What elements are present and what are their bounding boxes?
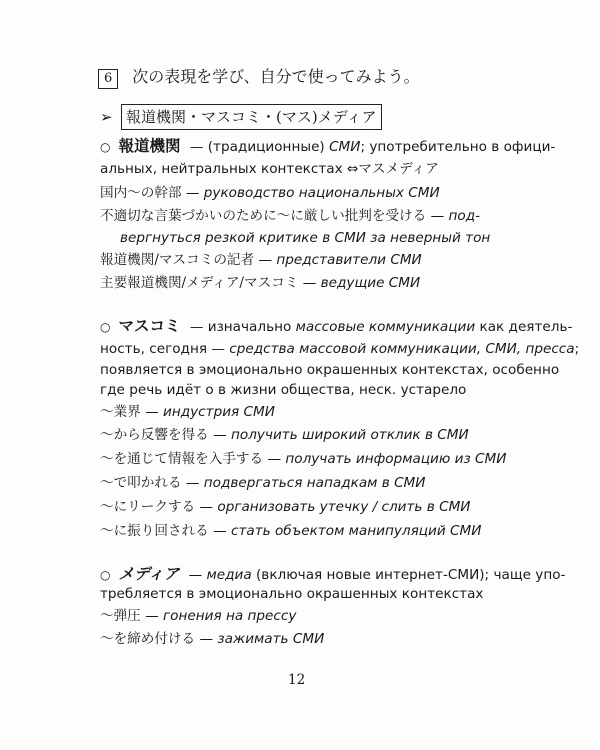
example-ru: — зажимать СМИ — [195, 631, 325, 647]
example-ru: — получить широкий отклик в СМИ — [208, 427, 469, 443]
entry-text: СМИ — [329, 139, 361, 155]
entry-masukomi-headword: マスコミ — [118, 316, 181, 335]
example-ru: — руководство национальных СМИ — [181, 185, 440, 201]
example-line — [100, 630, 600, 648]
example-jp: ～にリークする — [100, 499, 196, 515]
example-ru: — индустрия СМИ — [140, 404, 275, 420]
entry-media-headword: メディア — [118, 564, 180, 583]
example-jp: ～から反響を得る — [100, 427, 209, 443]
example-ru: — подвергаться нападкам в СМИ — [181, 475, 426, 491]
entry-text: как деятель- — [475, 319, 573, 335]
example-line — [100, 522, 600, 540]
example-jp: ～で叩かれる — [100, 475, 182, 491]
entry-text: средства массовой коммуникации, СМИ, пресса — [229, 341, 575, 357]
example-ru: — получать информацию из СМИ — [263, 451, 507, 467]
entry-text: появляется в эмоционально окрашенных контекстах, особенно — [100, 362, 560, 378]
example-jp: 不適切な言葉づかいのために～に厳しい批判を受ける — [100, 208, 427, 224]
example-line — [100, 207, 600, 225]
example-jp: ～に振り回される — [100, 523, 209, 539]
entry-text: ; употребительно в офици- — [360, 139, 556, 155]
example-line — [100, 450, 600, 468]
entry-houdou-headword: 報道機関 — [118, 136, 181, 155]
section-title: 報道機関・マスコミ・(マス)メディア — [121, 104, 382, 130]
bullet-icon: ○ — [100, 320, 111, 334]
page-number: 12 — [288, 672, 306, 688]
entry-text: требляется в эмоционально окрашенных контекстах — [100, 586, 484, 602]
entry-masukomi-line-1 — [100, 317, 600, 336]
bullet-icon: ○ — [100, 140, 111, 154]
example-ru: — ведущие СМИ — [298, 275, 421, 291]
example-jp: ～業界 — [100, 404, 141, 420]
example-jp: 主要報道機関/メディア/マスコミ — [100, 275, 299, 291]
example-line — [100, 403, 600, 421]
example-line-continuation — [120, 229, 600, 247]
entry-text: — — [184, 567, 207, 583]
example-ru: — гонения на прессу — [140, 608, 297, 624]
example-jp: 国内～の幹部 — [100, 185, 182, 201]
example-ru: — организовать утечку / слить в СМИ — [195, 499, 471, 515]
example-line — [100, 607, 600, 625]
example-line — [100, 251, 600, 269]
exercise-instruction: 次の表現を学び、自分で使ってみよう。 — [132, 67, 420, 86]
entry-text: ность, сегодня — — [100, 341, 230, 357]
example-ru: — представители СМИ — [254, 252, 422, 268]
bullet-icon: ○ — [100, 568, 111, 582]
example-ru: вергнуться резкой критике в СМИ за неверный тон — [120, 230, 491, 246]
entry-text: — изначально — [185, 319, 296, 335]
example-jp: 報道機関/マスコミの記者 — [100, 252, 255, 268]
entry-masukomi-line-4 — [100, 381, 600, 399]
entry-text: массовые коммуникации — [295, 319, 476, 335]
entry-media-line-1 — [100, 565, 600, 584]
example-ru: — под- — [426, 208, 480, 224]
example-jp: ～を締め付ける — [100, 631, 196, 647]
example-jp: ～を通じて情報を入手する — [100, 451, 264, 467]
entry-houdou-line-2 — [100, 160, 600, 178]
entry-text: медиа — [206, 567, 252, 583]
entry-text: ; — [574, 341, 580, 357]
entry-text: где речь идёт о в жизни общества, неск. устарело — [100, 382, 467, 398]
entry-text: — (традиционные) — [185, 139, 330, 155]
exercise-number: 6 — [98, 69, 118, 89]
entry-text: (включая новые интернет-СМИ); чаще упо- — [251, 567, 566, 583]
entry-houdou-line-1 — [100, 137, 600, 156]
section-arrow-icon: ➢ — [100, 108, 113, 126]
exercise-header — [98, 64, 600, 89]
entry-masukomi-line-3 — [100, 361, 600, 379]
example-line — [100, 474, 600, 492]
example-line — [100, 274, 600, 292]
example-jp: ～弾圧 — [100, 608, 141, 624]
example-line — [100, 184, 600, 202]
example-ru: — стать объектом манипуляций СМИ — [208, 523, 482, 539]
entry-media-line-2 — [100, 585, 600, 603]
example-line — [100, 426, 600, 444]
example-line — [100, 498, 600, 516]
entry-masukomi-line-2 — [100, 340, 600, 358]
entry-text: альных, нейтральных контекстах ⇔マスメディア — [100, 161, 439, 177]
